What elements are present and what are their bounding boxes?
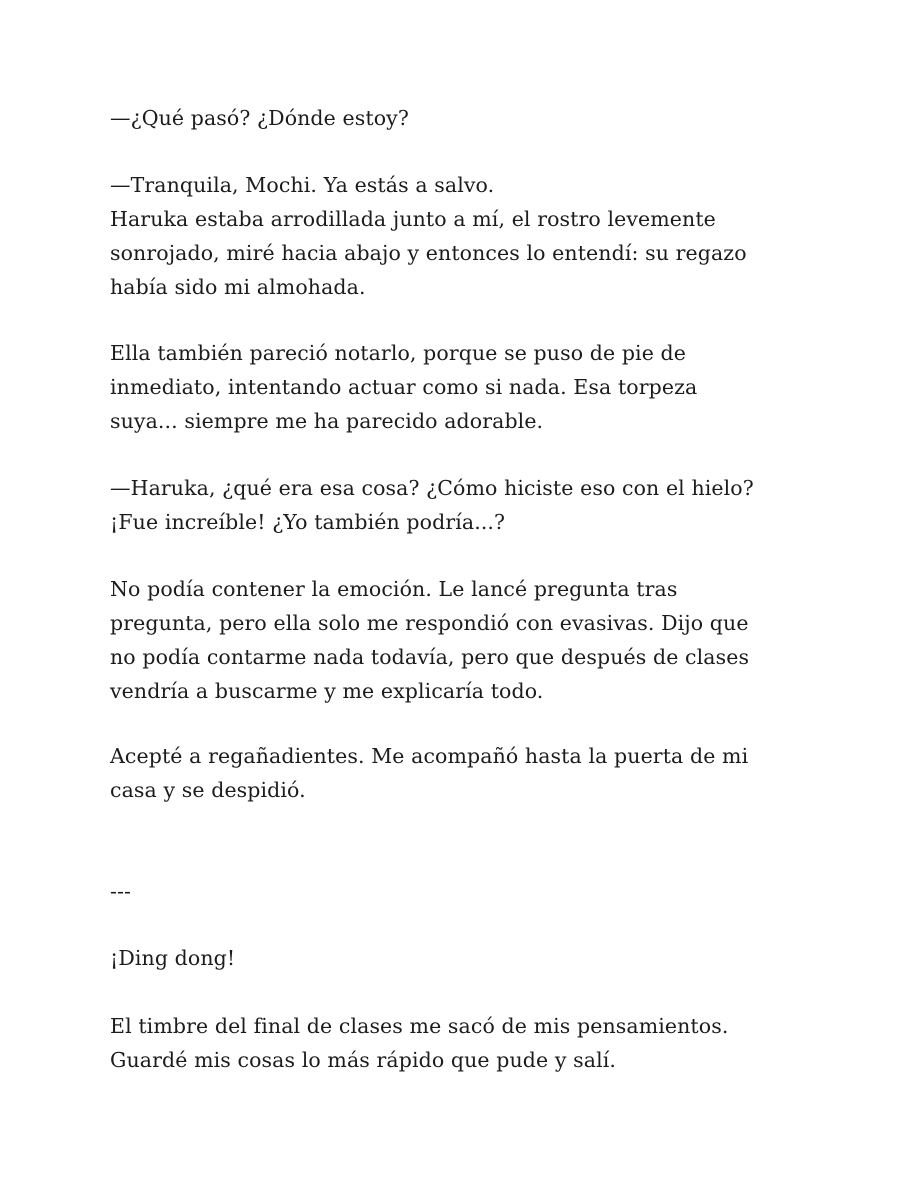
- text-line: —¿Qué pasó? ¿Dónde estoy?: [110, 106, 409, 130]
- text-line: —Tranquila, Mochi. Ya estás a salvo.: [110, 173, 495, 197]
- paragraph-6: [110, 739, 810, 807]
- text-line: casa y se despidió.: [110, 778, 306, 802]
- paragraph-8: [110, 1009, 810, 1077]
- text-line: ¡Fue increíble! ¿Yo también podría...?: [110, 510, 506, 534]
- text-line: Acepté a regañadientes. Me acompañó hasta la puerta de mi: [110, 744, 749, 768]
- text-line: Haruka estaba arrodillada junto a mí, el rostro levemente: [110, 207, 716, 231]
- text-line: —Haruka, ¿qué era esa cosa? ¿Cómo hiciste eso con el hielo?: [110, 476, 754, 500]
- text-line: inmediato, intentando actuar como si nada. Esa torpeza: [110, 375, 698, 399]
- text-line: Ella también pareció notarlo, porque se puso de pie de: [110, 341, 687, 365]
- paragraph-3: [110, 336, 810, 438]
- text-line: vendría a buscarme y me explicaría todo.: [110, 679, 544, 703]
- text-line: No podía contener la emoción. Le lancé pregunta tras: [110, 577, 678, 601]
- section-separator: [110, 874, 810, 908]
- text-line: Guardé mis cosas lo más rápido que pude y salí.: [110, 1048, 617, 1072]
- text-line: pregunta, pero ella solo me respondió con evasivas. Dijo que: [110, 611, 749, 635]
- text-line: suya... siempre me ha parecido adorable.: [110, 409, 544, 433]
- separator-line: ---: [110, 879, 132, 903]
- paragraph-7: [110, 941, 810, 975]
- paragraph-4: [110, 471, 810, 539]
- text-line: ¡Ding dong!: [110, 946, 236, 970]
- text-line: sonrojado, miré hacia abajo y entonces lo entendí: su regazo: [110, 241, 747, 265]
- paragraph-5: [110, 572, 810, 708]
- text-line: El timbre del final de clases me sacó de mis pensamientos.: [110, 1014, 729, 1038]
- text-line: no podía contarme nada todavía, pero que después de clases: [110, 645, 750, 669]
- paragraph-2: [110, 168, 810, 304]
- paragraph-1: [110, 101, 810, 135]
- text-line: había sido mi almohada.: [110, 275, 366, 299]
